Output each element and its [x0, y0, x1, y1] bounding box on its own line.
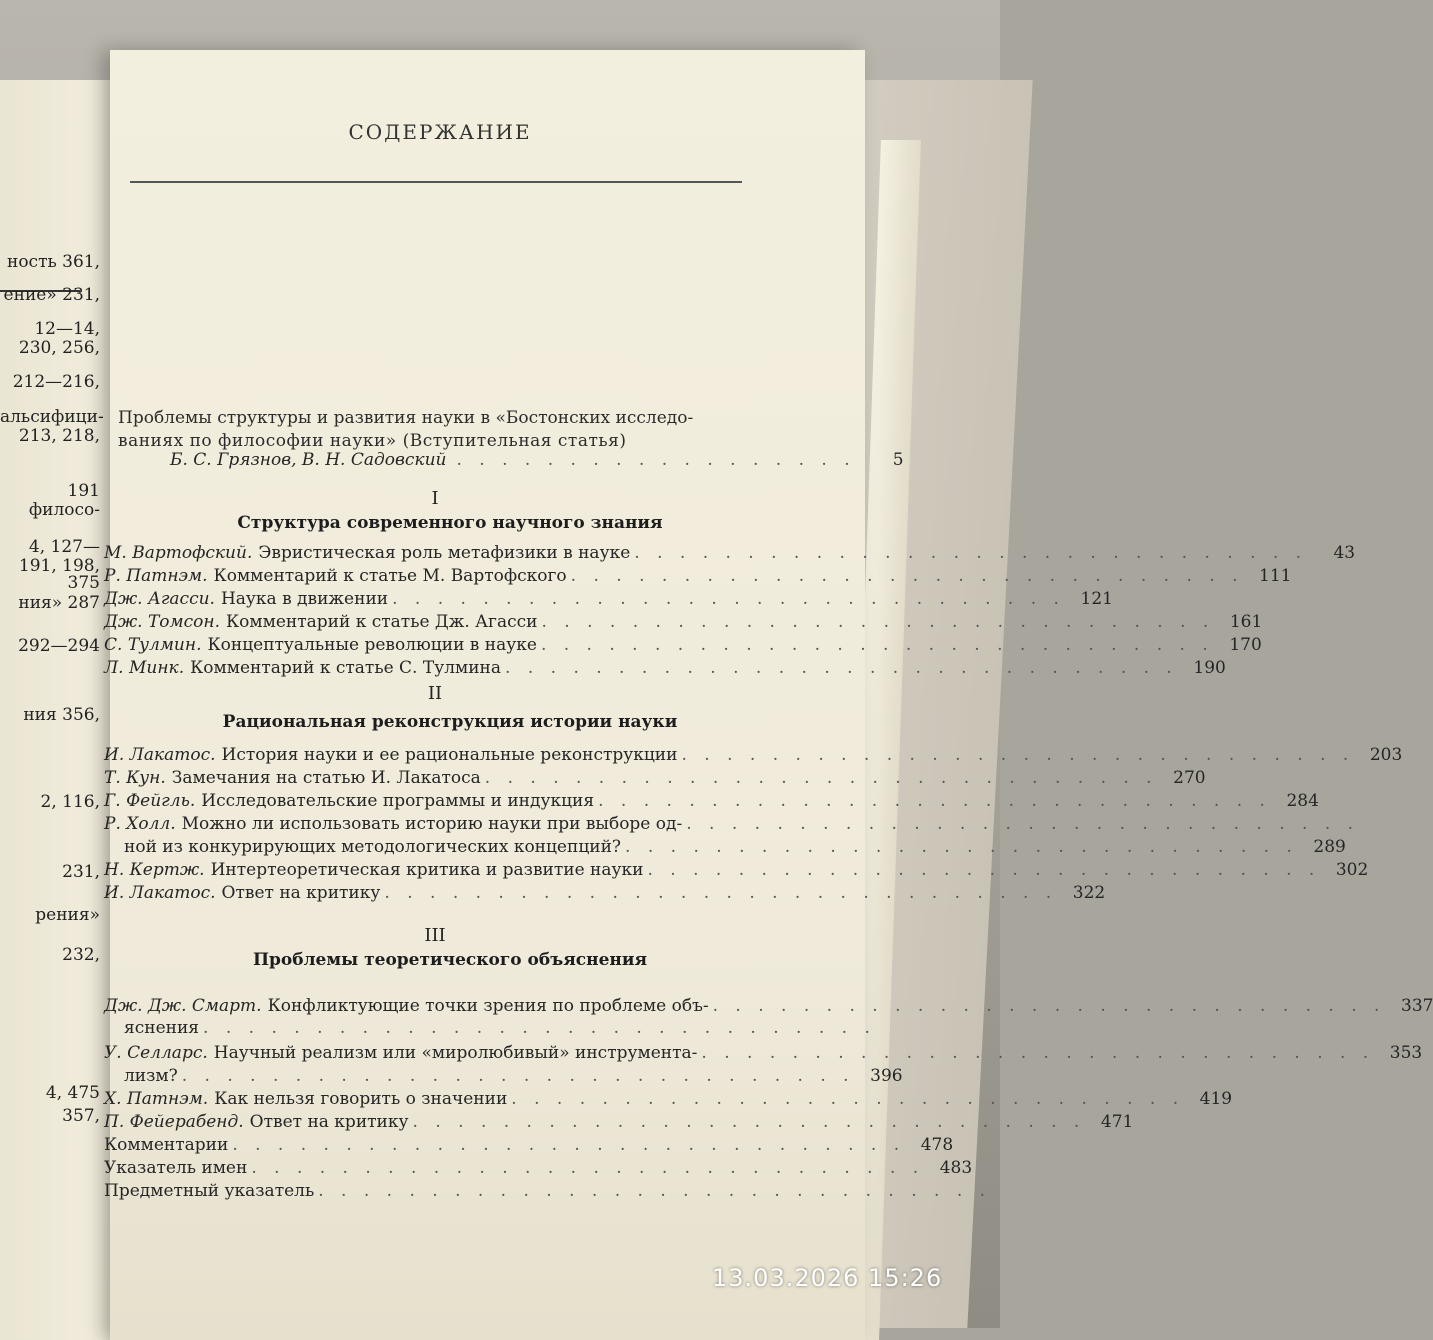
toc-entry	[104, 1043, 1423, 1063]
entry-page: 284	[1286, 791, 1319, 811]
toc-entry	[104, 1158, 973, 1178]
entry-author: П. Фейерабенд.	[104, 1112, 244, 1132]
leader-dots: . . . . . . . . . . . . . . . . . . . . . . . . . . . . . .	[647, 860, 1321, 880]
leader-dots: . . . . . . . . . . . . . . . . . . . . . . . . . . . . . .	[318, 1181, 992, 1201]
leader-dots: . . . . . . . . . . . . . . . . . . . . . . . . . . . . . .	[511, 1089, 1185, 1109]
toc-entry	[104, 635, 1262, 655]
leader-dots: . . . . . . . . . . . . . . . . . . . . . . . . . . . . . .	[681, 745, 1355, 765]
entry-page: 43	[1333, 543, 1356, 563]
page-title: СОДЕРЖАНИЕ	[348, 120, 532, 144]
toc-entry	[124, 837, 1346, 857]
leader-dots: . . . . . . . . . . . . . . . . . . . . . . . . . . . . . .	[505, 658, 1178, 678]
entry-title: Наука в движении	[220, 589, 389, 609]
leader-dots: . . . . . . . . . . . . . . . . . . . . . . . . . . . . . .	[392, 589, 1065, 609]
intro-page: 5	[892, 450, 904, 470]
leader-dots: . . . . . . . . . . . . . . . . . . . . . . . . . . . . . .	[701, 1043, 1375, 1063]
section-heading: Проблемы теоретического объяснения	[252, 950, 648, 970]
toc-entry	[124, 1066, 903, 1086]
entry-title: Эвристическая роль метафизики в науке	[258, 543, 631, 563]
entry-page: 302	[1335, 860, 1369, 880]
entry-author: Л. Минк.	[104, 658, 185, 678]
leader-dots: . . . . . . . . . . . . . . . . . . . . . . . . . . . . . .	[181, 1066, 855, 1086]
leader-dots: . . . . . . . . . . . . . . . . . . . . . . . . . . . . . .	[384, 883, 1058, 903]
toc-entry	[104, 814, 1360, 834]
toc-entry	[104, 589, 1113, 609]
entry-page: 190	[1193, 658, 1226, 678]
entry-title: Исследовательские программы и индукция	[201, 791, 595, 811]
entry-author: М. Вартофский.	[104, 543, 253, 563]
entry-title: Научный реализм или «миролюбивый» инструмента-	[213, 1043, 698, 1063]
section-number: I	[431, 488, 439, 509]
entry-title: Комментарии	[104, 1135, 229, 1155]
entry-title: Ответ на критику	[249, 1112, 409, 1132]
toc-entry	[104, 745, 1403, 765]
leader-dots: . . . . . . . . . . . . . . . . . . . . . . . . . . . . . .	[484, 768, 1158, 788]
entry-page: 353	[1389, 1043, 1423, 1063]
entry-author: Р. Холл.	[104, 814, 176, 834]
entry-author: Т. Кун.	[104, 768, 166, 788]
entry-author: С. Тулмин.	[104, 635, 202, 655]
entry-title: Комментарий к статье Дж. Агасси	[225, 612, 538, 632]
entry-page: 483	[939, 1158, 973, 1178]
leader-dots: . . . . . . . . . . . . . . . . . . . . . . . . . . . . . .	[598, 791, 1271, 811]
entry-page: 337	[1401, 996, 1433, 1016]
entry-page: 322	[1072, 883, 1106, 903]
leader-dots: . . . . . . . . . . . . . . . . . . . . . . . . . . . . . .	[232, 1135, 906, 1155]
entry-page: 419	[1199, 1089, 1233, 1109]
left-page-line: 232,	[62, 945, 100, 965]
toc-entry	[104, 1181, 992, 1201]
entry-page: 270	[1173, 768, 1206, 788]
entry-title: История науки и ее рациональные реконструкции	[221, 745, 678, 765]
left-page-line: 12—14,	[34, 319, 100, 339]
toc-entry	[104, 612, 1263, 632]
leader-dots: . . . . . . . . . . . . . . . . . . . . . . . . . . . . . .	[570, 566, 1244, 586]
left-page-line: 231,	[62, 862, 100, 882]
section-number: III	[424, 925, 446, 946]
left-page-line: 4, 127—	[28, 537, 100, 557]
toc-entry	[104, 996, 1433, 1016]
leader-dots: . . . . . . . . . . . . . . . . . . . . . . . . . . . . . .	[251, 1158, 925, 1178]
leader-dots: . . . . . . . . . . . . . . . . . . . . . . . . . . . . . .	[686, 814, 1360, 834]
left-page-line: ение» 231,	[3, 285, 100, 305]
toc-entry	[104, 791, 1319, 811]
entry-author: И. Лакатос.	[104, 883, 216, 903]
entry-title: Интертеоретическая критика и развитие науки	[210, 860, 644, 880]
leader-dots: . . . . . . . . . . . . . . . . . . . . . . . . . . . . . .	[412, 1112, 1086, 1132]
toc-entry	[104, 883, 1106, 903]
entry-title: Предметный указатель	[104, 1181, 315, 1201]
entry-author: Р. Патнэм.	[104, 566, 208, 586]
entry-title: Концептуальные революции в науке	[207, 635, 537, 655]
entry-author: Дж. Дж. Смарт.	[104, 996, 262, 1016]
entry-title: Комментарий к статье М. Вартофского	[213, 566, 567, 586]
toc-entry	[104, 1089, 1233, 1109]
left-page-line: филосо-	[28, 500, 100, 520]
entry-author: Г. Фейгль.	[104, 791, 196, 811]
toc-entry	[124, 1018, 876, 1038]
toc-entry	[104, 658, 1226, 678]
left-page-line: ния» 287	[18, 593, 100, 613]
entry-title: Можно ли использовать историю науки при выборе од-	[181, 814, 683, 834]
left-page-line: 191, 198,	[18, 556, 100, 576]
section-heading: Рациональная реконструкция истории науки	[222, 712, 678, 732]
entry-author: Х. Патнэм.	[104, 1089, 209, 1109]
leader-dots: . . . . . . . . . . . . . . . . . . . . . . . . . . . . . .	[634, 543, 1308, 563]
entry-title: Ответ на критику	[221, 883, 381, 903]
entry-page: 289	[1313, 837, 1346, 857]
leader-dots: . . . . . . . . . . . . . . . . . . . . . . . . . . . . . .	[541, 612, 1215, 632]
entry-page: 161	[1229, 612, 1263, 632]
leader-dots: . . . . . . . . . . . . . . . . . . . . . . . . . . . . . .	[712, 996, 1386, 1016]
entry-page: 396	[870, 1066, 903, 1086]
entry-title: Указатель имен	[104, 1158, 248, 1178]
leader-dots: . . . . . . . . . . . . . . . . . . . . . . . . . . . . . .	[625, 837, 1298, 857]
entry-title: Как нельзя говорить о значении	[214, 1089, 508, 1109]
entry-author: Дж. Агасси.	[104, 589, 215, 609]
left-page-line: ния 356,	[23, 705, 100, 725]
left-page-line: 292—294	[18, 636, 100, 656]
left-page-line: 212—216,	[12, 372, 100, 392]
left-page-line: 230, 256,	[18, 338, 100, 358]
intro-line-1: Проблемы структуры и развития науки в «Бостонских исследо-	[118, 408, 694, 428]
entry-author: У. Селларс.	[104, 1043, 208, 1063]
section-heading: Структура современного научного знания	[237, 513, 663, 533]
left-page-line: 375	[67, 573, 100, 593]
toc-entry	[104, 768, 1206, 788]
entry-author: Н. Кертж.	[104, 860, 205, 880]
entry-title: лизм?	[124, 1066, 178, 1086]
left-page-line: 213, 218,	[18, 426, 100, 446]
entry-page: 111	[1259, 566, 1292, 586]
entry-page: 121	[1080, 589, 1113, 609]
entry-title: Замечания на статью И. Лакатоса	[171, 768, 481, 788]
entry-author: Дж. Томсон.	[104, 612, 220, 632]
section-number: II	[427, 683, 443, 704]
title-rule	[130, 181, 742, 183]
entry-title: яснения	[124, 1018, 200, 1038]
entry-page: 170	[1229, 635, 1262, 655]
intro-line-2: ваниях по философии науки» (Вступительная статья)	[118, 431, 627, 451]
entry-title: Конфликтующие точки зрения по проблеме объ-	[267, 996, 709, 1016]
toc-entry	[104, 860, 1369, 880]
left-page-line: альсифици-	[0, 407, 104, 427]
entry-title: Комментарий к статье С. Тулмина	[190, 658, 502, 678]
left-page-line: рения»	[35, 905, 100, 925]
entry-author: И. Лакатос.	[104, 745, 216, 765]
toc-entry	[104, 1112, 1134, 1132]
toc-entry	[104, 543, 1356, 563]
entry-page: 478	[920, 1135, 954, 1155]
leader-dots: . . . . . . . . . . . . . . . . . .	[456, 450, 856, 470]
left-page-line: ность 361,	[6, 252, 100, 272]
entry-page: 203	[1369, 745, 1403, 765]
entry-page: 471	[1100, 1112, 1134, 1132]
toc-entry	[104, 1135, 954, 1155]
left-page-line: 4, 475	[45, 1083, 100, 1103]
intro-authors: Б. С. Грязнов, В. Н. Садовский	[170, 450, 447, 470]
photo-timestamp: 13.03.2026 15:26	[712, 1264, 943, 1292]
entry-title: ной из конкурирующих методологических концепций?	[124, 837, 622, 857]
toc-entry	[104, 566, 1292, 586]
leader-dots: . . . . . . . . . . . . . . . . . . . . . . . . . . . . . .	[540, 635, 1214, 655]
left-page-line: 191	[67, 481, 100, 501]
leader-dots: . . . . . . . . . . . . . . . . . . . . . . . . . . . . . .	[203, 1018, 876, 1038]
intro-authors-entry	[170, 450, 904, 470]
left-page-line: 357,	[62, 1106, 100, 1126]
left-page-line: 2, 116,	[40, 792, 100, 812]
